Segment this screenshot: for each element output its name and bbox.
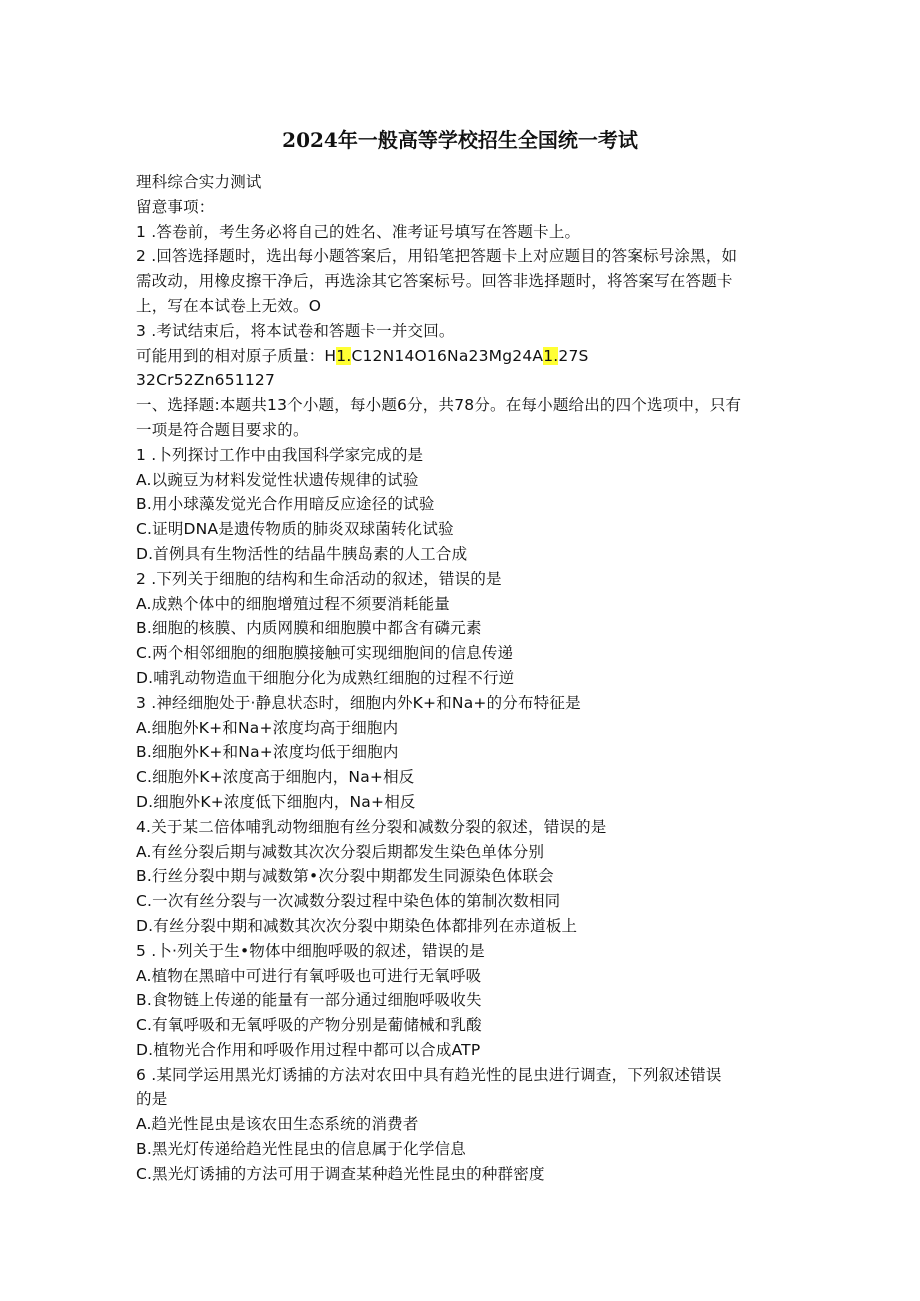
text-span: C12N14O16Na23Mg24A [351,346,544,365]
text-line: 上，写在本试卷上无效。O [136,296,322,315]
text-line: D.细胞外K+浓度低下细胞内，Na+相反 [136,792,416,811]
text-span: 可能用到的相对原子质量：H [136,346,337,365]
text-line: B.行丝分裂中期与减数第•次分裂中期都发生同源染色体联会 [136,867,554,886]
text-line: 4.关于某二倍体哺乳动物细胞有丝分裂和减数分裂的叙述，错误的是 [136,817,607,836]
text-line: A.趋光性昆虫是该农田生态系统的消费者 [136,1115,419,1134]
text-line: 6 .某同学运用黑光灯诱捕的方法对农田中具有趋光性的昆虫进行调查，下列叙述错误 [136,1065,722,1084]
text-line: B.食物链上传递的能量有一部分通过细胞呼吸收失 [136,991,482,1010]
text-line: 2 .下列关于细胞的结构和生命活动的叙述，错误的是 [136,569,502,588]
text-line: 1 .答卷前，考生务必将自己的姓名、准考证号填写在答题卡上。 [136,222,581,241]
highlighted-text: 1. [543,346,559,365]
text-line: B.细胞的核膜、内质网膜和细胞膜中都含有磷元素 [136,619,482,638]
highlighted-text: 1. [336,346,352,365]
text-line: 2 .回答选择题时，选出每小题答案后，用铅笔把答题卡上对应题目的答案标号涂黑，如 [136,247,738,266]
text-line: 一项是符合题目要求的。 [136,420,309,439]
text-line [136,344,786,369]
text-line: 3 .神经细胞处于·静息状态时，细胞内外K+和Na+的分布特征是 [136,693,581,712]
text-line: D.植物光合作用和呼吸作用过程中都可以合成ATP [136,1040,481,1059]
text-line: B.用小球藻发觉光合作用暗反应途径的试验 [136,495,435,514]
text-line: B.细胞外K+和Na+浓度均低于细胞内 [136,743,399,762]
text-line: A.成熟个体中的细胞增殖过程不须要消耗能量 [136,594,450,613]
text-line: 1 .卜列探讨工作中由我国科学家完成的是 [136,445,424,464]
text-line: 的是 [136,1090,168,1109]
text-line: 32Cr52Zn651127 [136,371,276,390]
text-line: A.植物在黑暗中可进行有氧呼吸也可进行无氧呼吸 [136,966,482,985]
text-line: 一、选择题:本题共13个小题，每小题6分，共78分。在每小题给出的四个选项中，只有 [136,396,742,415]
text-line: 5 .卜·列关于生•物体中细胞呼吸的叙述，错误的是 [136,941,485,960]
text-span: 27S [558,346,589,365]
text-line: 留意事项： [136,197,215,216]
text-line: 理科综合实力测试 [136,173,262,191]
text-line: C.黑光灯诱捕的方法可用于调查某种趋光性昆虫的种群密度 [136,1164,545,1183]
text-line: D.哺乳动物造血干细胞分化为成熟红细胞的过程不行逆 [136,668,515,687]
text-line: A.以豌豆为材料发觉性状遗传规律的试验 [136,470,419,489]
document-title: 2024年一般高等学校招生全国统一考试 [282,128,638,152]
text-line: B.黑光灯传递给趋光性昆虫的信息属于化学信息 [136,1140,466,1159]
text-line: 3 .考试结束后，将本试卷和答题卡一并交回。 [136,321,455,340]
text-line: D.有丝分裂中期和减数其次次分裂中期染色体都排列在赤道板上 [136,916,578,935]
text-line: 需改动，用橡皮擦干净后，再选涂其它答案标号。回答非选择题时，将答案写在答题卡 [136,272,733,291]
text-line: D.首例具有生物活性的结晶牛胰岛素的人工合成 [136,544,468,563]
text-line: A.有丝分裂后期与减数其次次分裂后期都发生染色单体分别 [136,842,545,861]
text-line: C.有氧呼吸和无氧呼吸的产物分别是葡储械和乳酸 [136,1016,482,1035]
text-line: C.一次有丝分裂与一次减数分裂过程中染色体的第制次数相同 [136,892,561,911]
text-line: C.两个相邻细胞的细胞膜接触可实现细胞间的信息传递 [136,644,514,663]
text-line: C.证明DNA是遗传物质的肺炎双球菌转化试验 [136,520,454,539]
text-line: C.细胞外K+浓度高于细胞内，Na+相反 [136,768,415,787]
text-line: A.细胞外K+和Na+浓度均高于细胞内 [136,718,399,737]
document-body [136,170,786,1187]
